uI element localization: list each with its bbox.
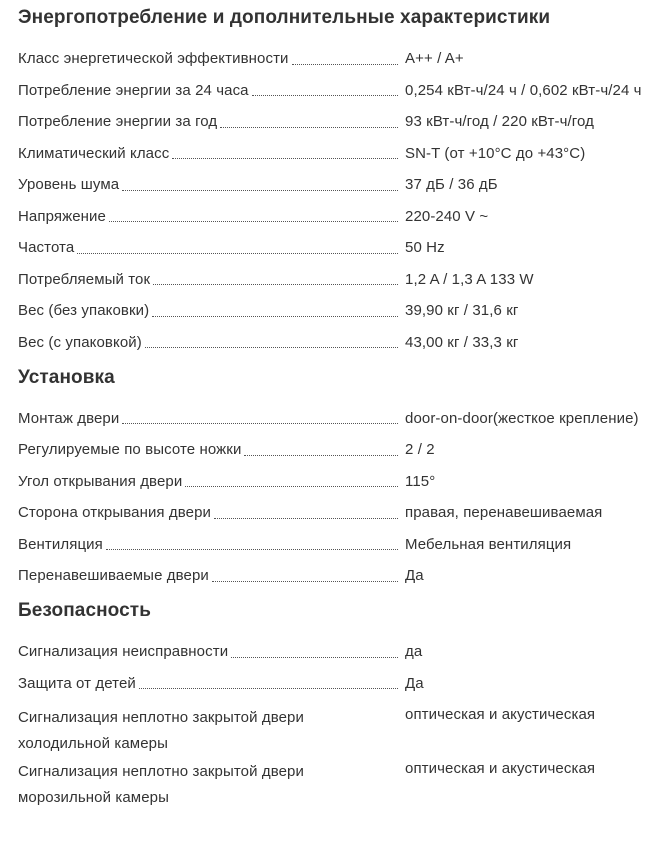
dotted-leader	[244, 455, 398, 456]
spec-label: Потребление энергии за год	[18, 113, 218, 130]
spec-row-left	[18, 144, 405, 163]
spec-row	[18, 440, 654, 459]
spec-value: Да	[405, 567, 424, 584]
spec-value: SN-T (от +10°C до +43°C)	[405, 144, 586, 162]
section-rows	[18, 642, 654, 811]
section-rows	[18, 49, 654, 352]
spec-row-left	[18, 333, 405, 352]
dotted-leader	[214, 518, 398, 519]
dotted-leader	[122, 423, 398, 424]
spec-row	[18, 207, 654, 226]
spec-row	[18, 333, 654, 352]
spec-row	[18, 175, 654, 194]
dotted-leader	[77, 253, 398, 254]
dotted-leader	[220, 127, 398, 128]
spec-section	[18, 601, 654, 811]
spec-row-left	[18, 301, 405, 320]
spec-label: Сигнализация неплотно закрытой двери холодильной камеры	[18, 709, 304, 752]
spec-value: Да	[405, 674, 424, 692]
spec-row-left	[18, 472, 405, 491]
spec-label: Вес (без упаковки)	[18, 302, 150, 319]
section-title: Установка	[18, 366, 115, 388]
spec-value: 43,00 кг / 33,3 кг	[405, 333, 519, 351]
spec-value: 37 дБ / 36 дБ	[405, 176, 498, 193]
spec-row-left	[18, 81, 405, 100]
spec-value: да	[405, 643, 423, 660]
spec-label: Уровень шума	[18, 176, 120, 193]
spec-row	[18, 301, 654, 320]
spec-row-left	[18, 175, 405, 194]
spec-row	[18, 566, 654, 585]
spec-value: 2 / 2	[405, 441, 435, 458]
section-title: Безопасность	[18, 600, 151, 621]
spec-label: Сигнализация неплотно закрытой двери морозильной камеры	[18, 763, 304, 806]
spec-label: Перенавешиваемые двери	[18, 567, 209, 584]
spec-label: Потребление энергии за 24 часа	[18, 81, 249, 99]
spec-row	[18, 503, 654, 522]
dotted-leader	[212, 581, 398, 582]
spec-label: Вентиляция	[18, 535, 103, 553]
spec-row-left	[18, 674, 405, 693]
spec-row	[18, 472, 654, 491]
dotted-leader	[252, 95, 398, 96]
spec-row-left	[18, 566, 405, 585]
spec-label: Монтаж двери	[18, 409, 120, 427]
spec-value: Мебельная вентиляция	[405, 535, 572, 553]
spec-row-left	[18, 49, 405, 68]
spec-section	[18, 8, 654, 352]
dotted-leader	[153, 284, 398, 285]
spec-label: Частота	[18, 239, 75, 256]
spec-row-left	[18, 503, 405, 522]
spec-value: 39,90 кг / 31,6 кг	[405, 302, 519, 319]
spec-value: оптическая и акустическая	[405, 706, 596, 723]
spec-value: правая, перенавешиваемая	[405, 504, 603, 521]
dotted-leader	[172, 158, 398, 159]
spec-row	[18, 759, 654, 811]
dotted-leader	[109, 221, 398, 222]
spec-row	[18, 49, 654, 68]
section-rows	[18, 409, 654, 586]
spec-label: Защита от детей	[18, 674, 136, 692]
spec-row	[18, 705, 654, 757]
spec-label: Сторона открывания двери	[18, 504, 212, 521]
spec-row	[18, 270, 654, 289]
spec-row	[18, 81, 654, 100]
spec-label: Вес (с упаковкой)	[18, 333, 142, 351]
spec-value: A++ / A+	[405, 50, 464, 67]
spec-row-left	[18, 642, 405, 661]
spec-value: 50 Hz	[405, 239, 445, 256]
spec-value: door-on-door(жесткое крепление)	[405, 409, 639, 427]
dotted-leader	[106, 549, 398, 550]
spec-value: 220-240 V ~	[405, 207, 489, 225]
spec-row-left	[18, 207, 405, 226]
spec-value: 93 кВт-ч/год / 220 кВт-ч/год	[405, 113, 594, 130]
section-title: Энергопотребление и дополнительные характеристики	[18, 7, 551, 28]
dotted-leader	[122, 190, 398, 191]
spec-value: 0,254 кВт-ч/24 ч / 0,602 кВт-ч/24 ч	[405, 81, 642, 99]
spec-label: Потребляемый ток	[18, 270, 151, 288]
dotted-leader	[139, 688, 398, 689]
spec-row-left	[18, 535, 405, 554]
dotted-leader	[185, 486, 398, 487]
spec-value: оптическая и акустическая	[405, 760, 596, 777]
spec-row	[18, 112, 654, 131]
spec-row	[18, 674, 654, 693]
spec-row	[18, 642, 654, 661]
dotted-leader	[231, 657, 398, 658]
dotted-leader	[292, 64, 398, 65]
spec-label: Угол открывания двери	[18, 472, 183, 490]
spec-row	[18, 144, 654, 163]
spec-row-left	[18, 705, 405, 757]
spec-row-left	[18, 112, 405, 131]
spec-row-left	[18, 759, 405, 811]
spec-row-left	[18, 440, 405, 459]
spec-row-left	[18, 270, 405, 289]
spec-label: Климатический класс	[18, 144, 170, 162]
spec-label: Класс энергетической эффективности	[18, 50, 289, 67]
spec-row-left	[18, 409, 405, 428]
dotted-leader	[152, 316, 398, 317]
spec-row	[18, 409, 654, 428]
spec-row-left	[18, 238, 405, 257]
spec-section	[18, 368, 654, 586]
spec-row	[18, 238, 654, 257]
dotted-leader	[145, 347, 398, 348]
spec-label: Напряжение	[18, 207, 106, 225]
spec-value: 1,2 A / 1,3 A 133 W	[405, 270, 534, 288]
spec-value: 115°	[405, 472, 436, 490]
spec-row	[18, 535, 654, 554]
spec-label: Регулируемые по высоте ножки	[18, 441, 242, 458]
spec-label: Сигнализация неисправности	[18, 643, 229, 660]
